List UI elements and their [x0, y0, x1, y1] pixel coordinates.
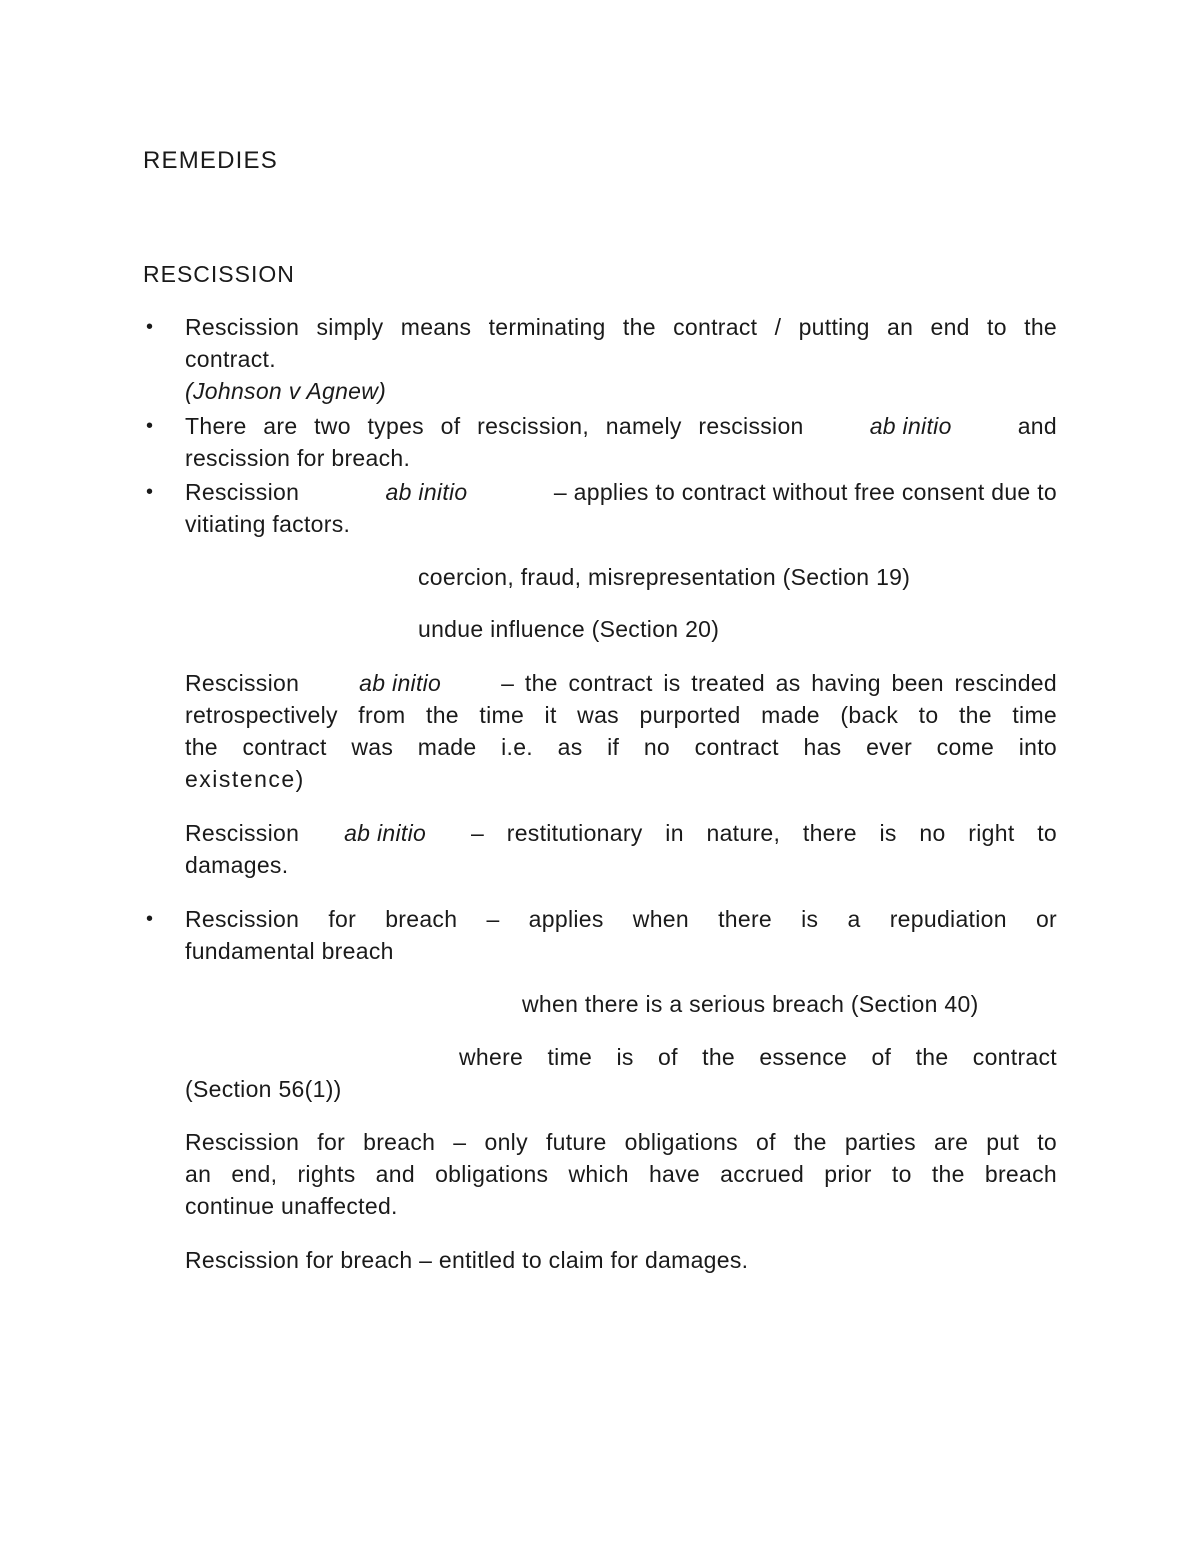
bullet3-line2: vitiating factors.	[185, 511, 351, 537]
bullet-icon: •	[146, 908, 154, 930]
breach-case-item: where time is of the essence of the contract	[459, 1044, 1057, 1070]
bullet-icon: •	[146, 481, 154, 503]
factor-item: coercion, fraud, misrepresentation (Section 19)	[418, 564, 911, 590]
case-citation: (Johnson v Agnew)	[185, 378, 387, 404]
bullet1-line1: Rescission simply means terminating the contract / putting an end to the	[185, 314, 1057, 340]
para3-line1: Rescission for breach – only future obligations of the parties are put to	[185, 1129, 1057, 1155]
para1-line3: the contract was made i.e. as if no contract has ever come into	[185, 734, 1057, 760]
para1-line2: retrospectively from the time it was purported made (back to the time	[185, 702, 1057, 728]
para1-line4: existence)	[185, 766, 305, 792]
bullet4-line2: fundamental breach	[185, 938, 394, 964]
breach-case-item-cont: (Section 56(1))	[185, 1076, 342, 1102]
section-heading: RESCISSION	[143, 261, 295, 287]
breach-case-item: when there is a serious breach (Section 40)	[522, 991, 979, 1017]
bullet4-line1: Rescission for breach – applies when there is a repudiation or	[185, 906, 1057, 932]
para4-line1: Rescission for breach – entitled to claim for damages.	[185, 1247, 749, 1273]
factor-item: undue influence (Section 20)	[418, 616, 720, 642]
para2-line2: damages.	[185, 852, 289, 878]
bullet-icon: •	[146, 415, 154, 437]
bullet-icon: •	[146, 316, 154, 338]
bullet3-line1: Rescission ab initio – applies to contract without free consent due to	[185, 479, 1057, 505]
para2-line1: Rescission ab initio – restitutionary in nature, there is no right to	[185, 820, 1057, 846]
para3-line2: an end, rights and obligations which have accrued prior to the breach	[185, 1161, 1057, 1187]
bullet1-line2: contract.	[185, 346, 276, 372]
page-title: REMEDIES	[143, 147, 278, 174]
para3-line3: continue unaffected.	[185, 1193, 398, 1219]
para1-line1: Rescission ab initio – the contract is treated as having been rescinded	[185, 670, 1057, 696]
bullet2-line1: There are two types of rescission, namely rescission ab initio and	[185, 413, 1057, 439]
bullet2-line2: rescission for breach.	[185, 445, 411, 471]
